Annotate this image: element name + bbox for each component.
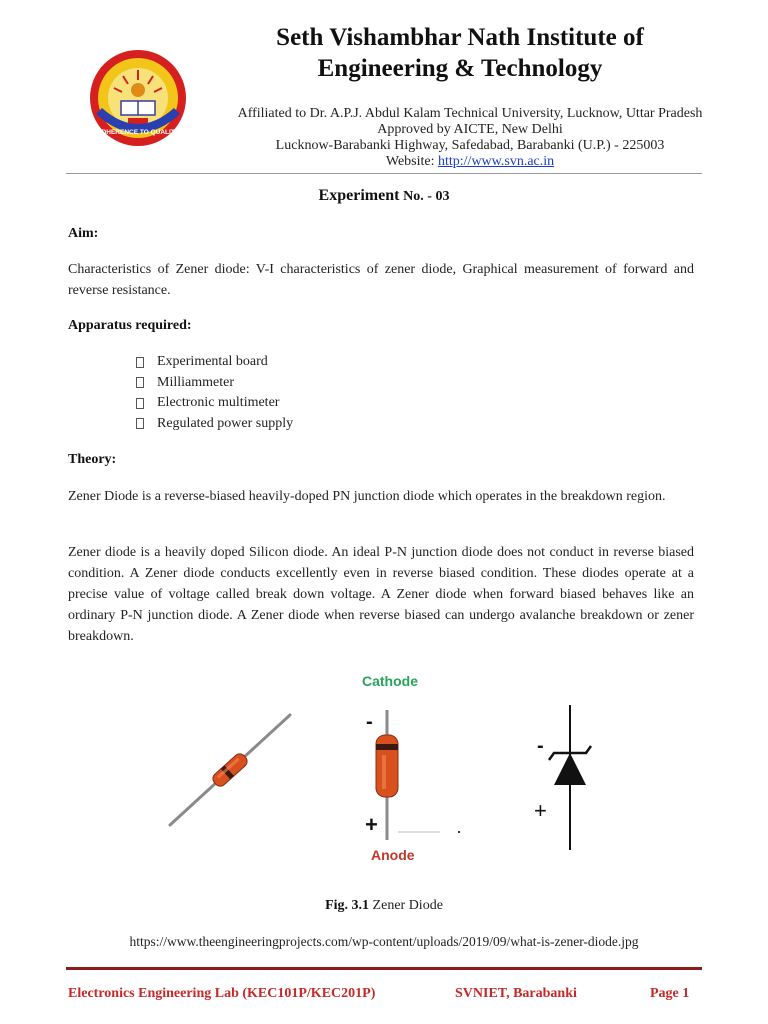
bullet-box-icon	[136, 398, 144, 409]
list-item	[136, 373, 293, 394]
list-item	[136, 414, 293, 435]
symbol-minus-sign: -	[537, 735, 544, 757]
zener-diode-photo-icon	[170, 715, 290, 825]
footer-lab-name: Electronics Engineering Lab (KEC101P/KEC201P)	[68, 986, 376, 1001]
institute-logo	[88, 48, 188, 148]
cathode-label: Cathode	[362, 673, 418, 689]
header-divider	[66, 173, 702, 174]
approval-text: Approved by AICTE, New Delhi	[377, 122, 563, 137]
logo-motto: ADHERENCE TO QUALITY	[96, 129, 180, 136]
website-line	[200, 154, 740, 170]
list-item-label: Milliammeter	[157, 374, 234, 390]
institute-title-line2: Engineering & Technology	[317, 55, 603, 82]
list-item	[136, 352, 293, 373]
symbol-plus-sign: +	[534, 798, 547, 823]
bullet-box-icon	[136, 357, 144, 368]
website-label: Website:	[385, 154, 438, 169]
zener-symbol-icon	[534, 705, 591, 850]
figure-caption-text: Zener Diode	[369, 898, 443, 913]
list-item-label: Regulated power supply	[157, 415, 294, 431]
vertical-minus-sign: -	[366, 711, 373, 733]
theory-heading: Theory:	[68, 452, 117, 467]
footer-institute: SVNIET, Barabanki	[455, 986, 577, 1001]
zener-diode-figure	[160, 660, 610, 870]
anode-label: Anode	[371, 847, 415, 863]
apparatus-heading: Apparatus required:	[68, 318, 192, 333]
institute-info	[200, 106, 740, 170]
zener-diode-vertical-icon	[365, 710, 460, 840]
theory-paragraph-2: Zener diode is a heavily doped Silicon diode. An ideal P-N junction diode does not conduct in reverse biased condition. A Zener diode conducts excellently even in reverse biased condition. These diodes operate at a precise value of voltage called break down voltage. A Zener diode when forward biased behaves like an ordinary P-N junction diode. A Zener diode when reverse biased can undergo avalanche breakdown or zener breakdown.	[68, 545, 694, 644]
list-item	[136, 393, 293, 414]
apparatus-list	[136, 352, 293, 434]
figure-caption-label: Fig. 3.1	[325, 898, 370, 913]
footer-divider	[66, 967, 702, 970]
institute-title	[200, 22, 720, 84]
affiliation-text: Affiliated to Dr. A.P.J. Abdul Kalam Technical University, Lucknow, Uttar Pradesh	[237, 106, 703, 121]
list-item-label: Experimental board	[157, 354, 268, 369]
list-item-label: Electronic multimeter	[157, 395, 280, 410]
bullet-box-icon	[136, 377, 144, 388]
website-link[interactable]: http://www.svn.ac.in	[438, 154, 555, 169]
experiment-title	[0, 187, 768, 205]
footer-page-number: Page 1	[650, 986, 690, 1001]
figure-source-url: https://www.theengineeringprojects.com/wp-content/uploads/2019/09/what-is-zener-diode.jpg	[129, 934, 639, 949]
aim-text: Characteristics of Zener diode: V-I characteristics of zener diode, Graphical measurement of forward and reverse resistance.	[68, 262, 694, 298]
address-text: Lucknow-Barabanki Highway, Safedabad, Barabanki (U.P.) - 225003	[275, 138, 665, 153]
aim-heading: Aim:	[68, 226, 99, 241]
experiment-label: Experiment	[318, 187, 400, 204]
institute-title-line1: Seth Vishambhar Nath Institute of	[276, 24, 644, 51]
bullet-box-icon	[136, 418, 144, 429]
vertical-plus-sign: +	[365, 812, 378, 837]
theory-paragraph-1: Zener Diode is a reverse-biased heavily-doped PN junction diode which operates in the breakdown region.	[68, 489, 666, 504]
figure-caption	[0, 898, 768, 914]
experiment-number: No. - 03	[403, 189, 450, 204]
